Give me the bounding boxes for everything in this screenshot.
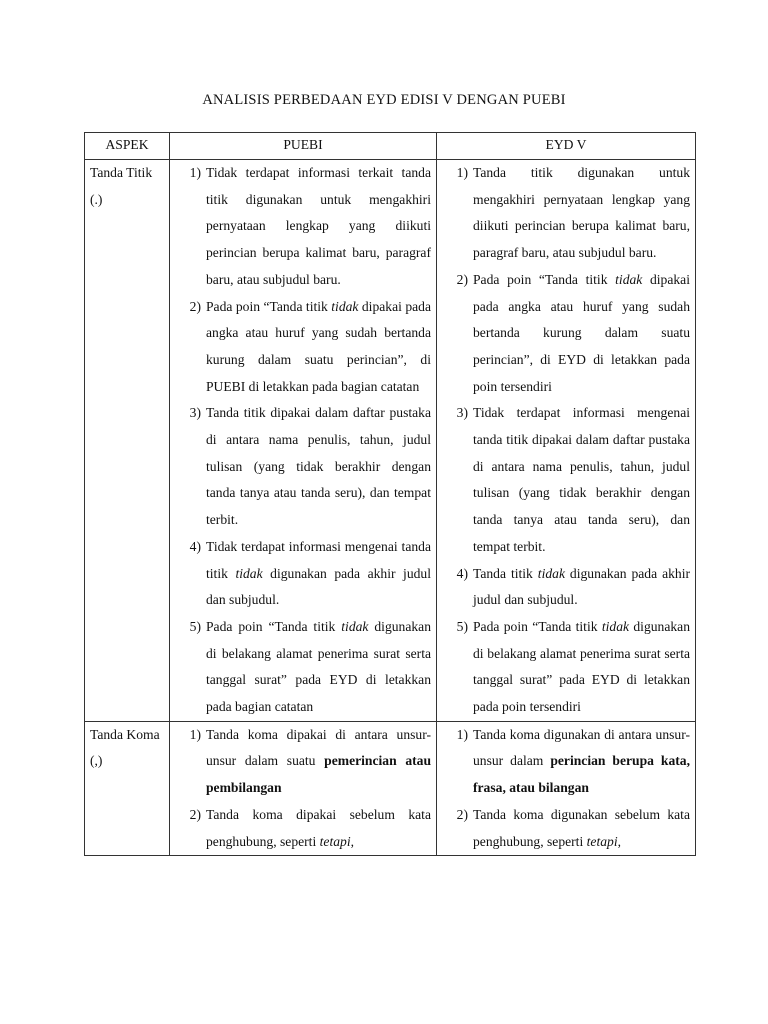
text-run: dipakai pada angka atau huruf yang sudah bertanda kurung dalam suatu perincian”, di PUEBI di letakkan pada bagian catatan	[206, 298, 431, 394]
header-aspek: ASPEK	[85, 133, 170, 160]
item-number: 2)	[189, 298, 201, 314]
item-text	[206, 294, 431, 401]
list-item	[170, 534, 431, 614]
item-text	[473, 614, 690, 721]
item-number: 4)	[456, 565, 468, 581]
item-text	[206, 534, 431, 614]
item-number: 1)	[456, 165, 468, 180]
text-run: Tanda titik dipakai dalam daftar pustaka di antara nama penulis, tahun, judul tulisan (yang tidak berakhir dengan tanda tanya atau tanda seru), dan tempat terbit.	[206, 405, 431, 528]
list-item	[170, 722, 431, 802]
table-row	[85, 721, 696, 856]
list-item	[437, 160, 690, 267]
item-text	[206, 802, 431, 855]
text-run: Tanda koma dipakai di antara unsur-unsur dalam suatu	[206, 726, 431, 769]
item-number: 1)	[456, 726, 468, 742]
text-run: Tanda titik digunakan untuk mengakhiri pernyataan lengkap yang diikuti perincian berupa kalimat baru, paragraf baru, atau subjudul baru.	[473, 165, 690, 261]
list-item	[170, 614, 431, 721]
item-number: 1)	[189, 726, 201, 742]
eyd-cell	[437, 160, 696, 722]
list-item	[437, 561, 690, 614]
item-text	[206, 614, 431, 721]
text-run: digunakan di belakang alamat penerima surat serta tanggal surat” pada EYD di letakkan pada bagian catatan	[206, 618, 432, 715]
eyd-list	[437, 160, 695, 721]
text-run: ,	[617, 833, 622, 849]
item-number: 3)	[189, 405, 201, 421]
text-run: Tanda koma dipakai sebelum kata penghubung, seperti	[206, 806, 431, 849]
list-item	[437, 614, 690, 721]
text-run: Pada poin “Tanda titik	[206, 298, 332, 314]
text-run: digunakan pada akhir judul dan subjudul.	[473, 565, 690, 608]
item-text	[206, 160, 431, 294]
item-number: 5)	[189, 618, 201, 634]
item-text	[473, 267, 690, 401]
comparison-table	[84, 132, 696, 856]
item-number: 3)	[456, 405, 468, 421]
list-item	[437, 267, 690, 401]
text-run: Tidak terdapat informasi mengenai tanda titik	[206, 538, 431, 581]
list-item	[170, 294, 431, 401]
item-number: 4)	[189, 538, 201, 554]
text-run: pemerincian atau pembilangan	[206, 753, 432, 796]
aspect-cell: Tanda Koma (,)	[85, 721, 170, 856]
item-text	[206, 400, 431, 534]
text-run: Pada poin “Tanda titik	[473, 271, 616, 287]
text-run: tetapi	[319, 833, 351, 849]
list-item	[170, 160, 431, 294]
eyd-list	[437, 722, 695, 856]
text-run: perincian berupa kata, frasa, atau bilangan	[473, 753, 690, 796]
list-item	[170, 400, 431, 534]
list-item	[170, 802, 431, 855]
item-number: 2)	[456, 806, 468, 822]
item-text	[473, 802, 690, 855]
text-run: Tidak terdapat informasi terkait tanda titik digunakan untuk mengakhiri pernyataan lengkap yang diikuti perincian berupa kalimat baru, paragraf baru, atau subjudul baru.	[206, 165, 431, 287]
item-text	[473, 561, 690, 614]
header-puebi: PUEBI	[170, 133, 437, 160]
eyd-cell	[437, 721, 696, 856]
item-number: 5)	[456, 618, 468, 634]
text-run: dipakai pada angka atau huruf yang sudah bertanda kurung dalam suatu perincian”, di EYD di letakkan pada poin tersendiri	[473, 271, 690, 394]
item-text	[473, 400, 690, 560]
header-eyd: EYD V	[437, 133, 696, 160]
text-run: digunakan pada akhir judul dan subjudul.	[206, 565, 431, 608]
text-run: Tidak terdapat informasi mengenai tanda titik dipakai dalam daftar pustaka di antara nama penulis, tahun, judul tulisan (yang tidak berakhir dengan tanda tanya atau tanda seru), dan tempat terbit.	[473, 405, 690, 554]
puebi-list	[170, 722, 436, 856]
text-run: tidak	[615, 271, 643, 287]
puebi-list	[170, 160, 436, 721]
text-run: tidak	[235, 565, 263, 581]
item-text	[473, 722, 690, 802]
item-text	[473, 160, 690, 267]
text-run: Pada poin “Tanda titik	[473, 618, 602, 634]
table-header-row	[85, 133, 696, 160]
text-run: Tanda titik	[473, 565, 538, 581]
text-run: tidak	[331, 298, 359, 314]
text-run: Pada poin “Tanda titik	[206, 618, 342, 634]
text-run: tidak	[601, 618, 630, 634]
item-number: 2)	[189, 806, 201, 822]
list-item	[437, 400, 690, 560]
item-number: 1)	[189, 165, 201, 180]
text-run: ,	[350, 833, 355, 849]
puebi-cell	[170, 160, 437, 722]
item-text	[206, 722, 431, 802]
text-run: Tanda koma digunakan di antara unsur-unsur dalam	[473, 726, 690, 769]
list-item	[437, 802, 690, 855]
table-row	[85, 160, 696, 722]
text-run: tetapi	[586, 833, 618, 849]
text-run: tidak	[341, 618, 369, 634]
text-run: digunakan di belakang alamat penerima surat serta tanggal surat” pada EYD di letakkan pada poin tersendiri	[473, 618, 690, 715]
document-title: ANALISIS PERBEDAAN EYD EDISI V DENGAN PUEBI	[202, 92, 566, 108]
list-item	[437, 722, 690, 802]
text-run: Tanda koma digunakan sebelum kata penghubung, seperti	[473, 806, 690, 849]
aspect-cell: Tanda Titik (.)	[85, 160, 170, 722]
item-number: 2)	[456, 271, 468, 287]
puebi-cell	[170, 721, 437, 856]
text-run: tidak	[537, 565, 565, 581]
